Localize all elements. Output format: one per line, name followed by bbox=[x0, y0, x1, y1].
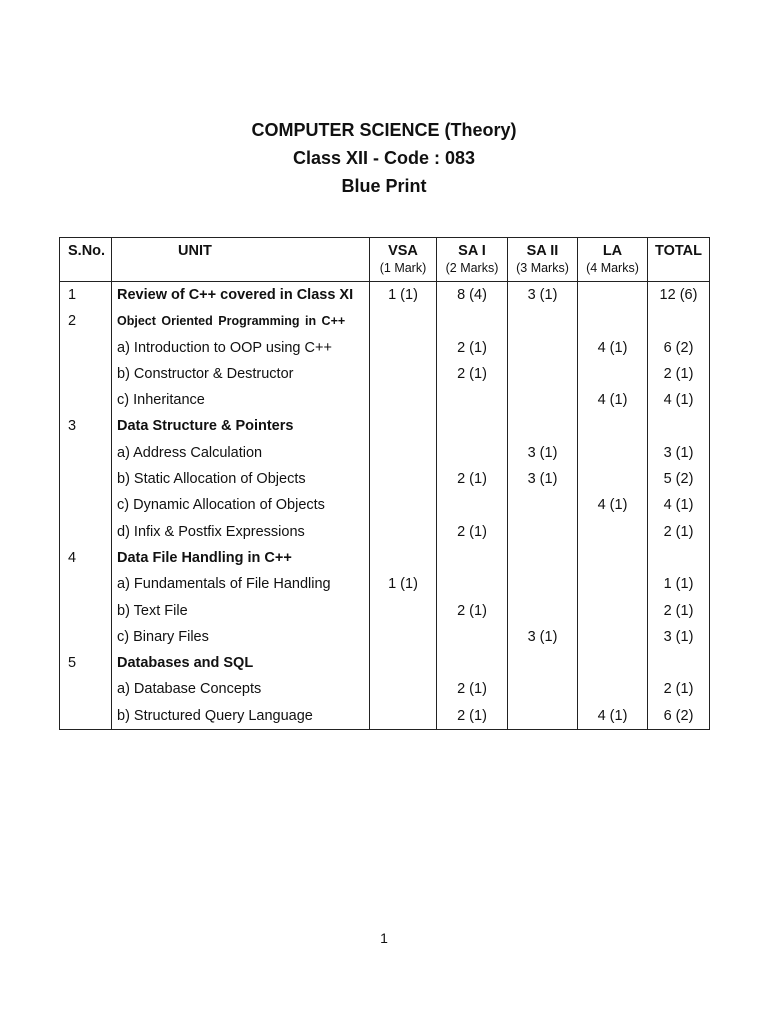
unit-subtopic: a) Database Concepts bbox=[117, 681, 262, 698]
total-value bbox=[648, 650, 709, 676]
document-subtitle: Blue Print bbox=[341, 176, 427, 196]
vsa-value: 1 (1) bbox=[388, 576, 418, 593]
total-value: 6 (2) bbox=[663, 707, 694, 724]
column-header-sa2: SA II (3 Marks) bbox=[508, 238, 578, 282]
total-value: 2 (1) bbox=[663, 681, 694, 698]
sa1-value: 2 (1) bbox=[457, 523, 487, 540]
vsa-value bbox=[370, 598, 436, 624]
unit-block-row bbox=[60, 413, 710, 544]
vsa-cell bbox=[370, 413, 437, 544]
sa2-value bbox=[508, 492, 577, 518]
sa2-value: 3 (1) bbox=[527, 628, 558, 645]
la-cell bbox=[578, 413, 648, 544]
sa1-value bbox=[437, 545, 507, 571]
table-header-row bbox=[60, 238, 710, 282]
la-value bbox=[578, 519, 647, 545]
unit-cell bbox=[112, 650, 370, 729]
la-value bbox=[578, 466, 647, 492]
sa1-value: 2 (1) bbox=[457, 707, 487, 724]
unit-heading: Data File Handling in C++ bbox=[117, 549, 292, 566]
total-value: 2 (1) bbox=[663, 523, 694, 540]
unit-subtopic: c) Inheritance bbox=[117, 392, 205, 409]
sa1-value bbox=[437, 571, 507, 597]
vsa-cell bbox=[370, 282, 437, 309]
sa1-value bbox=[437, 492, 507, 518]
sa1-value: 2 (1) bbox=[457, 681, 487, 698]
sa2-value bbox=[508, 308, 577, 334]
class-code: Class XII - Code : 083 bbox=[292, 148, 476, 168]
total-value bbox=[648, 308, 709, 334]
la-value bbox=[578, 440, 647, 466]
sa2-value bbox=[508, 387, 577, 413]
column-header-sa1: SA I (2 Marks) bbox=[437, 238, 508, 282]
total-value bbox=[648, 413, 709, 439]
sno-value: 3 bbox=[68, 418, 77, 435]
sa2-value bbox=[508, 361, 577, 387]
column-header-vsa: VSA (1 Mark) bbox=[370, 238, 437, 282]
sno-value: 5 bbox=[68, 655, 77, 672]
la-value: 4 (1) bbox=[597, 339, 628, 356]
vsa-value bbox=[370, 413, 436, 439]
sa2-value bbox=[508, 650, 577, 676]
sa2-value: 3 (1) bbox=[527, 287, 558, 303]
sno-cell bbox=[60, 308, 112, 413]
la-value bbox=[578, 413, 647, 439]
la-value: 4 (1) bbox=[597, 497, 628, 514]
total-value: 12 (6) bbox=[659, 287, 698, 303]
vsa-cell bbox=[370, 545, 437, 650]
sa2-value bbox=[508, 519, 577, 545]
sa1-cell bbox=[437, 282, 508, 309]
vsa-cell bbox=[370, 308, 437, 413]
unit-subtopic: c) Dynamic Allocation of Objects bbox=[117, 497, 325, 514]
vsa-value bbox=[370, 335, 436, 361]
unit-heading: Object Oriented Programming in C++ bbox=[117, 314, 346, 329]
unit-block-row bbox=[60, 308, 710, 413]
sa1-value: 2 (1) bbox=[457, 365, 487, 382]
vsa-value bbox=[370, 624, 436, 650]
sa1-value bbox=[437, 387, 507, 413]
blue-print-table bbox=[59, 237, 710, 730]
la-value bbox=[578, 282, 647, 308]
total-value: 1 (1) bbox=[663, 576, 694, 593]
document-title: COMPUTER SCIENCE (Theory) bbox=[251, 120, 517, 140]
unit-cell bbox=[112, 282, 370, 309]
vsa-value bbox=[370, 361, 436, 387]
sa1-value: 8 (4) bbox=[457, 287, 487, 303]
unit-subtopic: c) Binary Files bbox=[117, 628, 209, 645]
unit-block-row bbox=[60, 650, 710, 729]
sa1-value bbox=[437, 624, 507, 650]
sa2-value bbox=[508, 703, 577, 729]
sa2-value bbox=[508, 545, 577, 571]
sno-value: 2 bbox=[68, 313, 77, 330]
sno-cell bbox=[60, 545, 112, 650]
unit-subtopic: b) Static Allocation of Objects bbox=[117, 471, 306, 488]
unit-subtopic: b) Structured Query Language bbox=[117, 707, 313, 724]
sa1-value bbox=[437, 413, 507, 439]
vsa-value: 1 (1) bbox=[388, 287, 418, 303]
sa2-cell bbox=[508, 545, 578, 650]
unit-heading: Review of C++ covered in Class XI bbox=[117, 287, 354, 303]
la-value bbox=[578, 624, 647, 650]
la-value bbox=[578, 308, 647, 334]
column-header-total: TOTAL bbox=[648, 238, 710, 282]
sa2-value: 3 (1) bbox=[527, 444, 558, 461]
sa2-value bbox=[508, 676, 577, 702]
page-number: 1 bbox=[380, 930, 388, 946]
la-cell bbox=[578, 545, 648, 650]
unit-subtopic: a) Fundamentals of File Handling bbox=[117, 576, 331, 593]
vsa-value bbox=[370, 387, 436, 413]
sa1-value bbox=[437, 440, 507, 466]
sa2-value bbox=[508, 335, 577, 361]
vsa-value bbox=[370, 492, 436, 518]
total-value bbox=[648, 545, 709, 571]
total-value: 4 (1) bbox=[663, 497, 694, 514]
vsa-value bbox=[370, 440, 436, 466]
total-cell bbox=[648, 413, 710, 544]
total-value: 4 (1) bbox=[663, 392, 694, 409]
vsa-cell bbox=[370, 650, 437, 729]
la-value bbox=[578, 598, 647, 624]
vsa-value bbox=[370, 308, 436, 334]
la-value: 4 (1) bbox=[597, 392, 628, 409]
vsa-value bbox=[370, 676, 436, 702]
la-value bbox=[578, 571, 647, 597]
sno-cell bbox=[60, 282, 112, 309]
la-cell bbox=[578, 282, 648, 309]
total-value: 5 (2) bbox=[663, 471, 694, 488]
unit-block-row bbox=[60, 282, 710, 309]
total-value: 3 (1) bbox=[663, 628, 694, 645]
unit-subtopic: b) Text File bbox=[117, 602, 188, 619]
sa2-value bbox=[508, 571, 577, 597]
sa2-cell bbox=[508, 650, 578, 729]
la-value bbox=[578, 361, 647, 387]
la-cell bbox=[578, 308, 648, 413]
sa2-cell bbox=[508, 413, 578, 544]
unit-cell bbox=[112, 413, 370, 544]
total-cell bbox=[648, 650, 710, 729]
total-value: 6 (2) bbox=[663, 339, 694, 356]
sa1-cell bbox=[437, 650, 508, 729]
unit-subtopic: a) Introduction to OOP using C++ bbox=[117, 339, 332, 356]
vsa-value bbox=[370, 519, 436, 545]
vsa-value bbox=[370, 650, 436, 676]
sa2-value bbox=[508, 413, 577, 439]
sa1-cell bbox=[437, 308, 508, 413]
unit-heading: Data Structure & Pointers bbox=[117, 418, 294, 435]
total-cell bbox=[648, 545, 710, 650]
total-cell bbox=[648, 308, 710, 413]
unit-subtopic: d) Infix & Postfix Expressions bbox=[117, 523, 305, 540]
sa1-value bbox=[437, 308, 507, 334]
sa1-value: 2 (1) bbox=[457, 339, 487, 356]
document-header bbox=[0, 116, 768, 200]
unit-cell bbox=[112, 308, 370, 413]
sa2-cell bbox=[508, 282, 578, 309]
vsa-value bbox=[370, 466, 436, 492]
unit-subtopic: a) Address Calculation bbox=[117, 444, 263, 461]
total-value: 2 (1) bbox=[663, 365, 694, 382]
unit-subtopic: b) Constructor & Destructor bbox=[117, 365, 294, 382]
vsa-value bbox=[370, 545, 436, 571]
sa1-value bbox=[437, 650, 507, 676]
sa2-value bbox=[508, 598, 577, 624]
sno-value: 4 bbox=[68, 549, 77, 566]
sno-cell bbox=[60, 650, 112, 729]
vsa-value bbox=[370, 703, 436, 729]
sa2-cell bbox=[508, 308, 578, 413]
sa1-value: 2 (1) bbox=[457, 471, 487, 488]
column-header-sno: S.No. bbox=[60, 238, 112, 282]
unit-heading: Databases and SQL bbox=[117, 655, 254, 672]
column-header-la: LA (4 Marks) bbox=[578, 238, 648, 282]
total-cell bbox=[648, 282, 710, 309]
sa2-value: 3 (1) bbox=[527, 471, 558, 488]
unit-cell bbox=[112, 545, 370, 650]
la-cell bbox=[578, 650, 648, 729]
sa1-cell bbox=[437, 413, 508, 544]
sno-cell bbox=[60, 413, 112, 544]
total-value: 3 (1) bbox=[663, 444, 694, 461]
sno-value: 1 bbox=[68, 287, 77, 303]
sa1-cell bbox=[437, 545, 508, 650]
la-value: 4 (1) bbox=[597, 707, 628, 724]
la-value bbox=[578, 545, 647, 571]
unit-block-row bbox=[60, 545, 710, 650]
total-value: 2 (1) bbox=[663, 602, 694, 619]
la-value bbox=[578, 676, 647, 702]
la-value bbox=[578, 650, 647, 676]
column-header-unit: UNIT bbox=[112, 238, 370, 282]
sa1-value: 2 (1) bbox=[457, 602, 487, 619]
